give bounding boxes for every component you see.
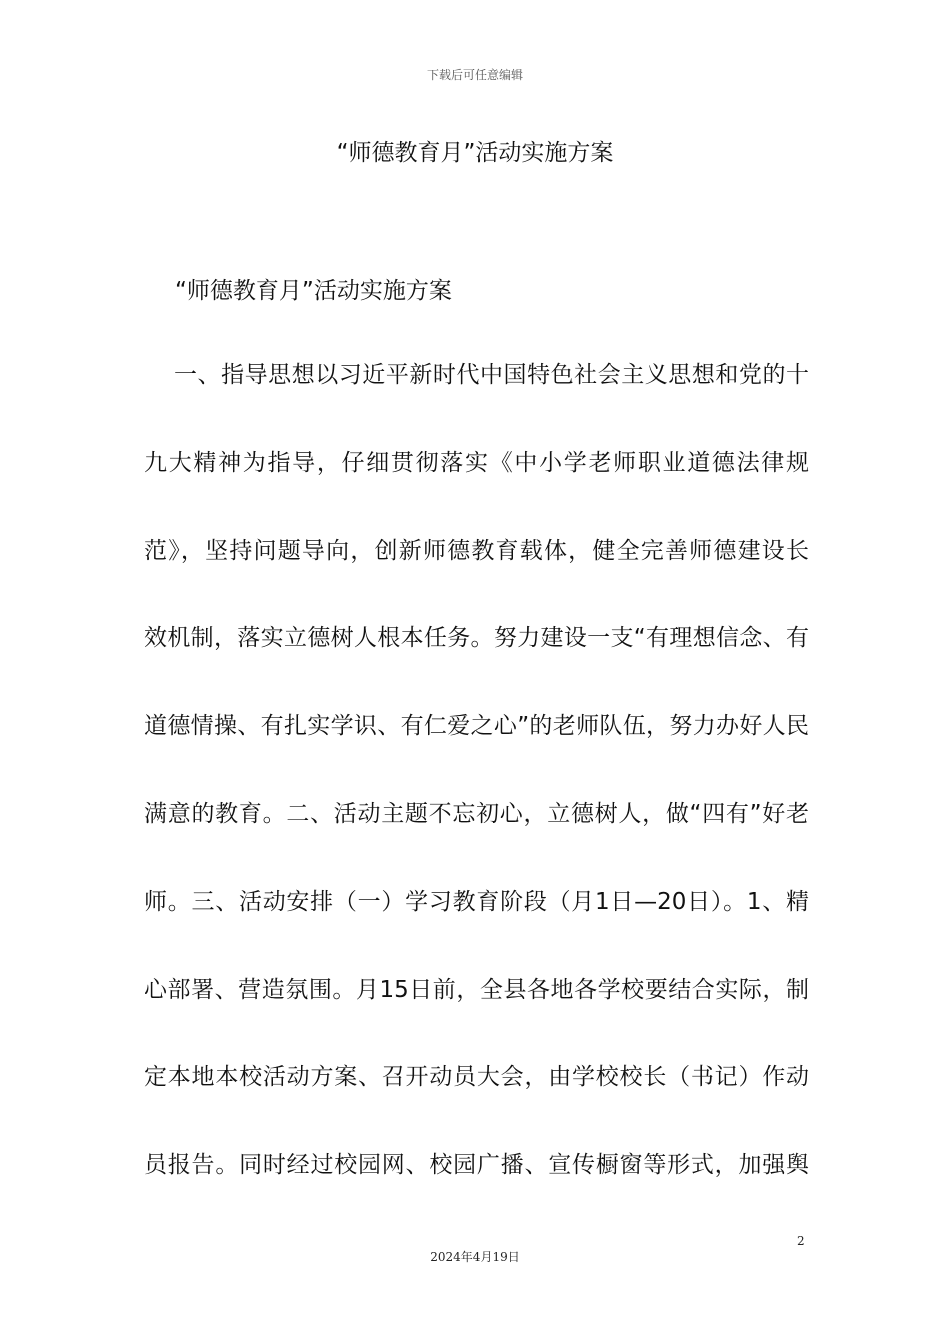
document-subtitle: “师德教育月”活动实施方案	[175, 278, 452, 304]
body-line: 员报告。同时经过校园网、校园广播、宣传橱窗等形式，加强舆	[144, 1152, 809, 1179]
body-line: 满意的教育。二、活动主题不忘初心，立德树人，做“四有”好老	[144, 800, 809, 827]
body-line: 定本地本校活动方案、召开动员大会，由学校校长（书记）作动	[144, 1064, 809, 1091]
body-line: 一、指导思想以习近平新时代中国特色社会主义思想和党的十	[174, 362, 809, 388]
header-note: 下载后可任意编辑	[426, 68, 523, 82]
body-paragraph	[144, 332, 809, 1210]
document-title: “师德教育月”活动实施方案	[336, 140, 614, 166]
body-line: 师。三、活动安排（一）学习教育阶段（月1日—20日）。1、精	[144, 888, 809, 915]
body-line: 九大精神为指导，仔细贯彻落实《中小学老师职业道德法律规	[144, 449, 809, 476]
body-line: 道德情操、有扎实学识、有仁爱之心”的老师队伍，努力办好人民	[144, 713, 809, 740]
body-line: 心部署、营造氛围。月15日前，全县各地各学校要结合实际，制	[144, 976, 809, 1003]
page-number: 2	[797, 1234, 805, 1248]
body-line: 范》，坚持问题导向，创新师德教育载体，健全完善师德建设长	[144, 537, 809, 564]
body-line: 效机制，落实立德树人根本任务。努力建设一支“有理想信念、有	[144, 625, 809, 652]
footer-date: 2024年4月19日	[430, 1250, 520, 1264]
